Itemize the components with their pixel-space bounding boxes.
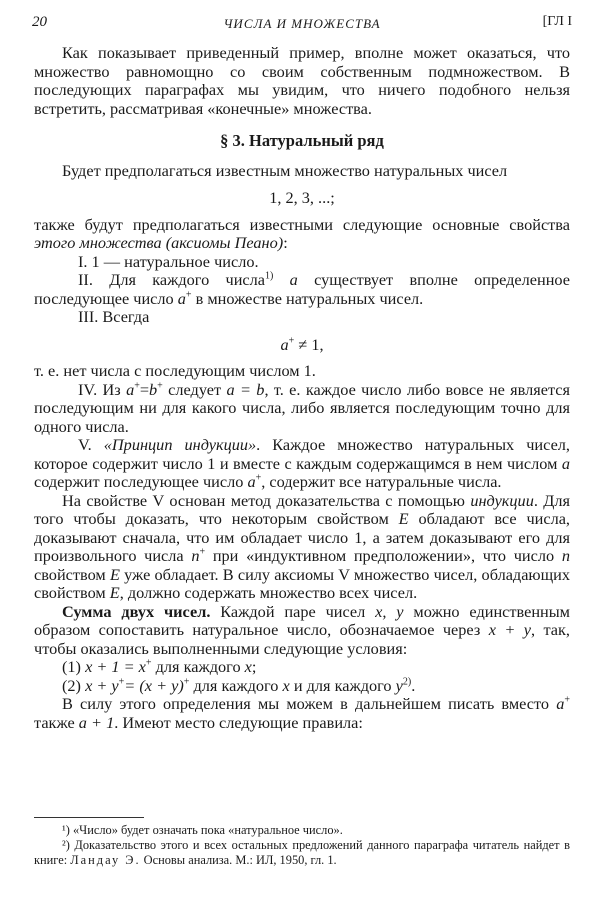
ind-text-a: На свойстве V основан метод доказательства с помощью — [62, 490, 471, 510]
ind-text-f: уже обладает. В силу аксиомы V множество чисел, обладающих свойством — [34, 564, 570, 602]
formula-a-plus-1: a + 1 — [78, 712, 115, 732]
condition-2-text-a: для каждого — [193, 675, 279, 695]
footnotes — [34, 823, 570, 868]
var-n: n — [561, 546, 570, 565]
succ-sign: + — [183, 676, 190, 688]
formula-a-eq-b: a = b — [226, 379, 265, 399]
axiom-5-text-b: . Каждое множество натуральных чисел, которое содержит число 1 и вместе с каждым содержащимся в нем числом — [34, 435, 570, 473]
formula-sup: + — [288, 335, 295, 347]
axiom-5 — [34, 436, 570, 492]
peano-intro-paragraph — [34, 216, 570, 253]
succ-sign: + — [185, 289, 192, 301]
ind-text-g: , должно содержать множество всех чисел. — [119, 583, 418, 602]
ind-text-b: . Для того чтобы доказать, что некоторым свойством — [34, 490, 570, 528]
axiom-5-num: V. — [78, 435, 104, 454]
intro-paragraph: Как показывает приведенный пример, вполне может оказаться, что множество равномощно со своим собственным подмножеством. В последующих параграфах мы увидим, что ничего подобного нельзя встретить, рассматривая «конечные» множества. — [34, 43, 570, 118]
vars-x-y: x, y — [375, 601, 404, 621]
condition-1-text: для каждого — [155, 657, 241, 676]
induction-principle-term: «Принцип индукции» — [103, 435, 257, 454]
peano-axioms-term: этого множества (аксиомы Пеано) — [34, 233, 284, 252]
footnote-1-text: «Число» будет означать пока «натуральное число». — [72, 823, 343, 837]
peano-intro-colon: : — [283, 233, 288, 252]
f-a: a — [126, 379, 135, 399]
formula-neq — [34, 336, 570, 355]
induction-paragraph — [34, 492, 570, 603]
page-header — [32, 14, 572, 36]
axiom-5-text-c: содержит последующее число — [34, 472, 244, 491]
section-title: § 3. Натуральный ряд — [220, 131, 384, 150]
footnote-2-author: Ландау Э. — [70, 853, 141, 867]
ind-text-e: свойством — [34, 564, 106, 584]
axiom-2 — [34, 271, 570, 308]
ind-text-c: обладают все числа, доказывают сначала, что им обладает число 1, а затем доказывают его для произвольного числа — [34, 509, 570, 565]
page-number: 20 — [32, 14, 47, 30]
axiom-2-text-b: существует вполне определенное последующее число — [34, 270, 570, 308]
footnote-1-mark: ¹) — [62, 823, 70, 837]
var-E: E — [398, 509, 409, 528]
f-sup2: + — [157, 380, 163, 392]
var-n: n — [191, 546, 200, 565]
condition-2-text-b: и для каждого — [293, 675, 392, 695]
sum-text-b: можно единственным образом сопоставить натуральное число, обозначаемое через — [34, 601, 570, 639]
var-a: a — [289, 270, 298, 289]
induction-term: индукции — [470, 490, 534, 510]
var-y: y — [395, 675, 403, 695]
succ-sign: + — [255, 472, 262, 484]
formula-natural-sequence: 1, 2, 3, ...; — [269, 188, 335, 207]
last-text-c: . Имеют место следующие правила: — [114, 712, 363, 732]
sum-title: Сумма двух чисел. — [62, 601, 211, 621]
axiom-2-text-a: II. Для каждого числа — [78, 270, 265, 289]
sum-text-a: Каждой паре чисел — [220, 601, 366, 621]
axiom-1: I. 1 — натуральное число. — [78, 251, 259, 271]
f-eq: = — [139, 379, 150, 399]
last-text-a: В силу этого определения мы можем в дальнейшем писать вместо — [62, 694, 550, 713]
condition-1-formula: x + 1 = x — [85, 657, 146, 676]
footnote-ref-2: 2) — [402, 676, 412, 688]
var-a: a — [556, 694, 565, 713]
formula-x-plus-y: x + y — [488, 620, 531, 639]
succ-sign: + — [145, 657, 152, 669]
condition-2-formula-a: x + y — [85, 675, 119, 695]
peano-intro-text: также будут предполагаться известными следующие основные свойства — [34, 214, 570, 234]
assume-paragraph: Будет предполагаться известным множество натуральных чисел — [62, 160, 508, 180]
footnote-2-text-a: Доказательство этого и всех остальных предложений данного параграфа читатель найдет в книге: — [34, 838, 570, 867]
condition-1 — [34, 658, 570, 677]
axiom-4-text-a: IV. Из — [78, 379, 121, 399]
formula-var: a — [280, 334, 289, 354]
last-text-b: также — [34, 712, 75, 732]
succ-sign: + — [199, 546, 206, 558]
axiom-5-text-d: , содержит все натуральные числа. — [261, 472, 502, 491]
succ-sign: + — [564, 694, 570, 706]
condition-2 — [34, 677, 570, 696]
condition-2-end: . — [411, 675, 416, 695]
var-a-succ: a — [247, 472, 256, 491]
condition-number: (1) — [62, 657, 81, 676]
var-a: a — [561, 453, 570, 473]
axiom-3-tail: т. е. нет числа с последующим числом 1. — [34, 361, 316, 380]
footnote-1 — [34, 823, 570, 838]
chapter-label: [ГЛ I — [542, 14, 572, 29]
main-text — [34, 44, 570, 732]
footnote-ref-1: 1) — [264, 270, 274, 282]
footnote-2 — [34, 838, 570, 868]
axiom-4-text-b: следует — [168, 379, 222, 399]
var-x: x — [244, 657, 252, 676]
footnote-2-mark: ²) — [62, 838, 70, 852]
footnote-divider — [34, 817, 144, 818]
ind-text-d: при «индуктивном предположении», что число — [212, 546, 555, 565]
condition-2-formula-b: = (x + y) — [124, 675, 184, 695]
condition-number: (2) — [62, 675, 81, 695]
f-b: b — [149, 379, 158, 399]
axiom-4-text-c: , т. е. каждое число либо вовсе не является последующим ни для какого числа, либо является последующим точно для одного числа. — [34, 379, 570, 436]
succ-sign: + — [118, 676, 125, 688]
running-title: ЧИСЛА И МНОЖЕСТВА — [223, 16, 381, 31]
footnote-2-text-b: Основы анализа. М.: ИЛ, 1950, гл. 1. — [143, 853, 337, 867]
var-E: E — [109, 564, 120, 584]
condition-1-end: ; — [251, 657, 257, 676]
f-sup: + — [134, 380, 140, 392]
var-a-succ: a — [177, 288, 186, 308]
sum-paragraph — [34, 603, 570, 659]
var-E: E — [109, 583, 120, 602]
axiom-4 — [34, 381, 570, 437]
sum-text-c: , так, чтобы оказались выполненными следующие условия: — [34, 620, 570, 658]
axiom-3: III. Всегда — [78, 307, 150, 326]
formula-rest: ≠ 1, — [298, 334, 324, 354]
axiom-2-text-c: в множестве натуральных чисел. — [195, 288, 424, 308]
var-x: x — [282, 675, 290, 695]
last-paragraph — [34, 695, 570, 732]
